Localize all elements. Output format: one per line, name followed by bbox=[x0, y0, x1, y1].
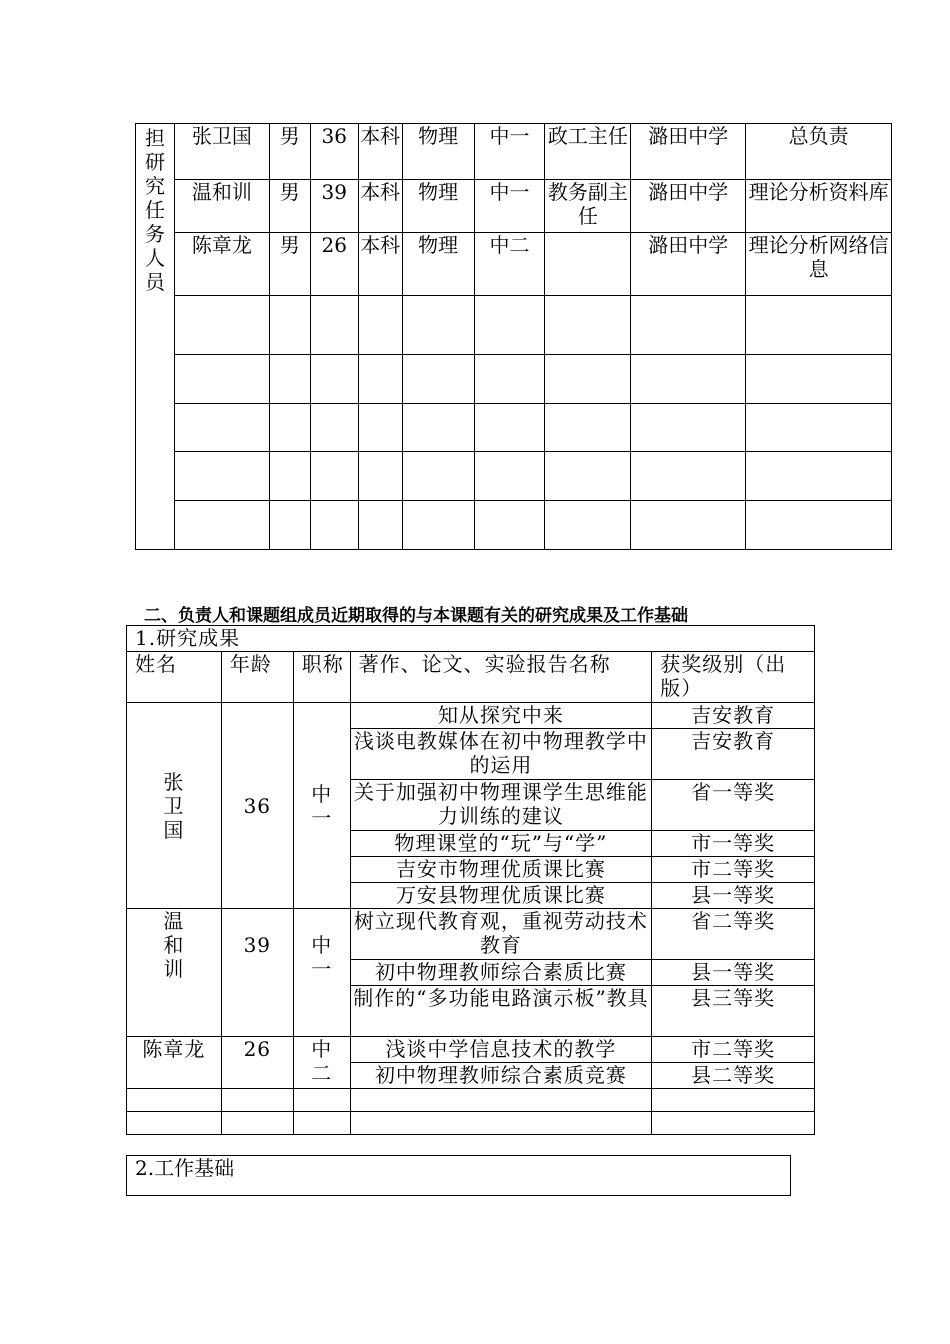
header-name: 姓名 bbox=[127, 652, 222, 703]
staff-unit: 潞田中学 bbox=[631, 180, 746, 233]
staff-unit: 潞田中学 bbox=[631, 124, 746, 180]
empty-row bbox=[127, 1112, 815, 1135]
work-title: 知从探究中来 bbox=[350, 703, 652, 729]
person-age: 26 bbox=[221, 1037, 293, 1089]
award-level: 吉安教育 bbox=[652, 729, 815, 780]
staff-unit: 潞田中学 bbox=[631, 233, 746, 296]
work-title: 物理课堂的“玩”与“学” bbox=[350, 831, 652, 857]
staff-row bbox=[136, 124, 892, 180]
staff-age: 26 bbox=[310, 233, 358, 296]
person-age: 36 bbox=[221, 703, 293, 909]
staff-subject: 物理 bbox=[402, 180, 474, 233]
award-level: 吉安教育 bbox=[652, 703, 815, 729]
header-title: 职称 bbox=[293, 652, 350, 703]
results-header-row bbox=[127, 652, 815, 703]
staff-age: 39 bbox=[310, 180, 358, 233]
work-title: 初中物理教师综合素质比赛 bbox=[350, 960, 652, 986]
empty-row bbox=[127, 1089, 815, 1112]
staff-name: 张卫国 bbox=[174, 124, 269, 180]
research-staff-table bbox=[135, 123, 892, 550]
staff-empty-row bbox=[136, 452, 892, 501]
person-title: 中一 bbox=[293, 909, 350, 1037]
person-name: 张卫国 bbox=[127, 703, 222, 909]
table-row bbox=[127, 1037, 815, 1063]
staff-post bbox=[545, 233, 631, 296]
results-caption: 1.研究成果 bbox=[127, 626, 815, 652]
header-work: 著作、论文、实验报告名称 bbox=[350, 652, 652, 703]
award-level: 市二等奖 bbox=[652, 857, 815, 883]
staff-post: 教务副主任 bbox=[545, 180, 631, 233]
staff-title: 中一 bbox=[474, 180, 545, 233]
table-row bbox=[127, 703, 815, 729]
staff-row bbox=[136, 233, 892, 296]
header-age: 年龄 bbox=[221, 652, 293, 703]
staff-task: 总负责 bbox=[746, 124, 892, 180]
person-title: 中一 bbox=[293, 703, 350, 909]
work-title: 树立现代教育观，重视劳动技术教育 bbox=[350, 909, 652, 960]
staff-edu: 本科 bbox=[358, 180, 402, 233]
staff-name: 陈章龙 bbox=[174, 233, 269, 296]
staff-sex: 男 bbox=[269, 233, 310, 296]
staff-row bbox=[136, 180, 892, 233]
staff-empty-row bbox=[136, 355, 892, 404]
staff-subject: 物理 bbox=[402, 124, 474, 180]
award-level: 县三等奖 bbox=[652, 986, 815, 1037]
staff-empty-row bbox=[136, 501, 892, 550]
staff-task: 理论分析网络信息 bbox=[746, 233, 892, 296]
staff-title: 中二 bbox=[474, 233, 545, 296]
award-level: 县一等奖 bbox=[652, 883, 815, 909]
staff-subject: 物理 bbox=[402, 233, 474, 296]
work-title: 吉安市物理优质课比赛 bbox=[350, 857, 652, 883]
person-name: 陈章龙 bbox=[127, 1037, 222, 1089]
work-title: 关于加强初中物理课学生思维能力训练的建议 bbox=[350, 780, 652, 831]
staff-empty-row bbox=[136, 404, 892, 452]
staff-title: 中一 bbox=[474, 124, 545, 180]
award-level: 县一等奖 bbox=[652, 960, 815, 986]
section-2-heading: 二、负责人和课题组成员近期取得的与本课题有关的研究成果及工作基础 bbox=[144, 606, 688, 626]
staff-task: 理论分析资料库 bbox=[746, 180, 892, 233]
table-row bbox=[127, 909, 815, 960]
work-title: 制作的“多功能电路演示板”教具 bbox=[350, 986, 652, 1037]
staff-name: 温和训 bbox=[174, 180, 269, 233]
work-title: 万安县物理优质课比赛 bbox=[350, 883, 652, 909]
staff-sex: 男 bbox=[269, 180, 310, 233]
award-level: 县二等奖 bbox=[652, 1063, 815, 1089]
research-results-table bbox=[126, 625, 815, 1135]
work-title: 初中物理教师综合素质竞赛 bbox=[350, 1063, 652, 1089]
staff-post: 政工主任 bbox=[545, 124, 631, 180]
work-title: 浅谈中学信息技术的教学 bbox=[350, 1037, 652, 1063]
work-title: 浅谈电教媒体在初中物理教学中的运用 bbox=[350, 729, 652, 780]
staff-side-label: 担研究任务人员 bbox=[136, 124, 175, 550]
person-name: 温和训 bbox=[127, 909, 222, 1037]
staff-sex: 男 bbox=[269, 124, 310, 180]
person-title: 中二 bbox=[293, 1037, 350, 1089]
work-basis-table bbox=[126, 1155, 791, 1196]
award-level: 省二等奖 bbox=[652, 909, 815, 960]
award-level: 省一等奖 bbox=[652, 780, 815, 831]
award-level: 市一等奖 bbox=[652, 831, 815, 857]
staff-edu: 本科 bbox=[358, 124, 402, 180]
award-level: 市二等奖 bbox=[652, 1037, 815, 1063]
person-age: 39 bbox=[221, 909, 293, 1037]
staff-edu: 本科 bbox=[358, 233, 402, 296]
header-award: 获奖级别（出版） bbox=[652, 652, 815, 703]
staff-age: 36 bbox=[310, 124, 358, 180]
staff-empty-row bbox=[136, 296, 892, 355]
work-basis-label: 2.工作基础 bbox=[127, 1156, 791, 1196]
